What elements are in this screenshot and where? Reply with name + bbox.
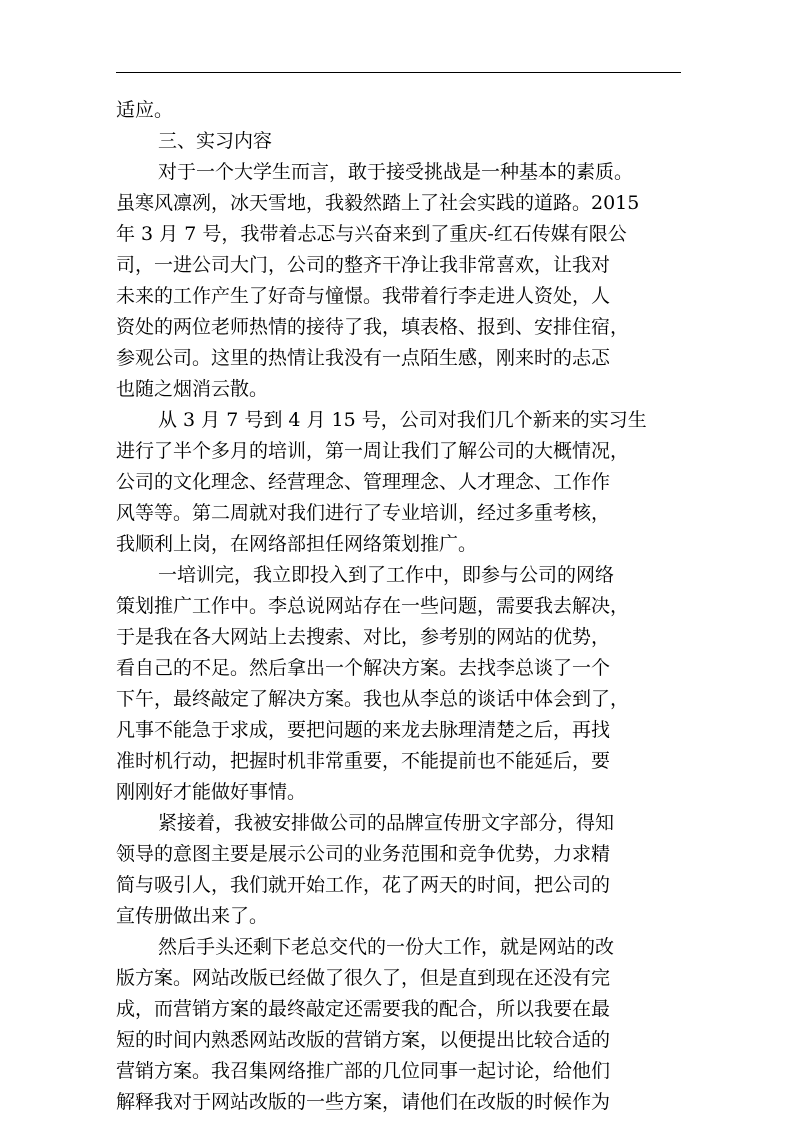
text-line: 司，一进公司大门，公司的整齐干净让我非常喜欢，让我对 bbox=[116, 254, 611, 276]
text-line: 一培训完，我立即投入到了工作中，即参与公司的网络 bbox=[158, 564, 615, 586]
document-body bbox=[116, 95, 681, 1118]
text-line: 营销方案。我召集网络推广部的几位同事一起讨论，给他们 bbox=[116, 1060, 611, 1082]
text-line: 未来的工作产生了好奇与憧憬。我带着行李走进人资处，人 bbox=[116, 285, 611, 307]
text-line: 虽寒风凛冽，冰天雪地，我毅然踏上了社会实践的道路。2015 bbox=[116, 192, 640, 214]
text-line: 也随之烟消云散。 bbox=[116, 378, 269, 400]
text-line: 策划推广工作中。李总说网站存在一些问题，需要我去解决， bbox=[116, 595, 630, 617]
text-line: 从 3 月 7 号到 4 月 15 号，公司对我们几个新来的实习生 bbox=[158, 409, 647, 431]
text-line: 风等等。第二周就对我们进行了专业培训，经过多重考核， bbox=[116, 502, 611, 524]
header-rule bbox=[116, 72, 681, 73]
text-line: 简与吸引人，我们就开始工作，花了两天的时间，把公司的 bbox=[116, 874, 611, 896]
text-line: 下午，最终敲定了解决方案。我也从李总的谈话中体会到了， bbox=[116, 688, 630, 710]
text-line: 于是我在各大网站上去搜索、对比，参考别的网站的优势， bbox=[116, 626, 611, 648]
text-line: 短的时间内熟悉网站改版的营销方案，以便提出比较合适的 bbox=[116, 1029, 611, 1051]
text-line: 年 3 月 7 号，我带着忐忑与兴奋来到了重庆-红石传媒有限公 bbox=[116, 223, 627, 245]
text-line: 领导的意图主要是展示公司的业务范围和竞争优势，力求精 bbox=[116, 843, 611, 865]
paragraph-continuation bbox=[116, 95, 681, 126]
text-line: 资处的两位老师热情的接待了我，填表格、报到、安排住宿， bbox=[116, 316, 630, 338]
text-line: 公司的文化理念、经营理念、管理理念、人才理念、工作作 bbox=[116, 471, 611, 493]
text-line: 进行了半个多月的培训，第一周让我们了解公司的大概情况， bbox=[116, 440, 630, 462]
text-line: 然后手头还剩下老总交代的一份大工作，就是网站的改 bbox=[158, 936, 615, 958]
text-line: 我顺利上岗，在网络部担任网络策划推广。 bbox=[116, 533, 478, 555]
text-line: 参观公司。这里的热情让我没有一点陌生感，刚来时的忐忑 bbox=[116, 347, 611, 369]
paragraph-website-revamp bbox=[116, 932, 681, 1118]
text-line: 看自己的不足。然后拿出一个解决方案。去找李总谈了一个 bbox=[116, 657, 611, 679]
paragraph-intro bbox=[116, 157, 681, 405]
text-line: 宣传册做出来了。 bbox=[116, 905, 269, 927]
section-heading bbox=[116, 126, 681, 157]
text-line: 对于一个大学生而言，敢于接受挑战是一种基本的素质。 bbox=[158, 161, 634, 183]
text-line: 版方案。网站改版已经做了很久了，但是直到现在还没有完 bbox=[116, 967, 611, 989]
paragraph-brochure bbox=[116, 808, 681, 932]
paragraph-training bbox=[116, 405, 681, 560]
paragraph-first-task bbox=[116, 560, 681, 808]
text-line: 刚刚好才能做好事情。 bbox=[116, 781, 307, 803]
text-line: 适应。 bbox=[116, 99, 174, 121]
section-heading-text: 三、实习内容 bbox=[158, 130, 273, 152]
text-line: 成，而营销方案的最终敲定还需要我的配合，所以我要在最 bbox=[116, 998, 611, 1020]
text-line: 紧接着，我被安排做公司的品牌宣传册文字部分，得知 bbox=[158, 812, 615, 834]
text-line: 凡事不能急于求成，要把问题的来龙去脉理清楚之后，再找 bbox=[116, 719, 611, 741]
text-line: 解释我对于网站改版的一些方案，请他们在改版的时候作为 bbox=[116, 1091, 611, 1113]
text-line: 准时机行动，把握时机非常重要，不能提前也不能延后，要 bbox=[116, 750, 611, 772]
